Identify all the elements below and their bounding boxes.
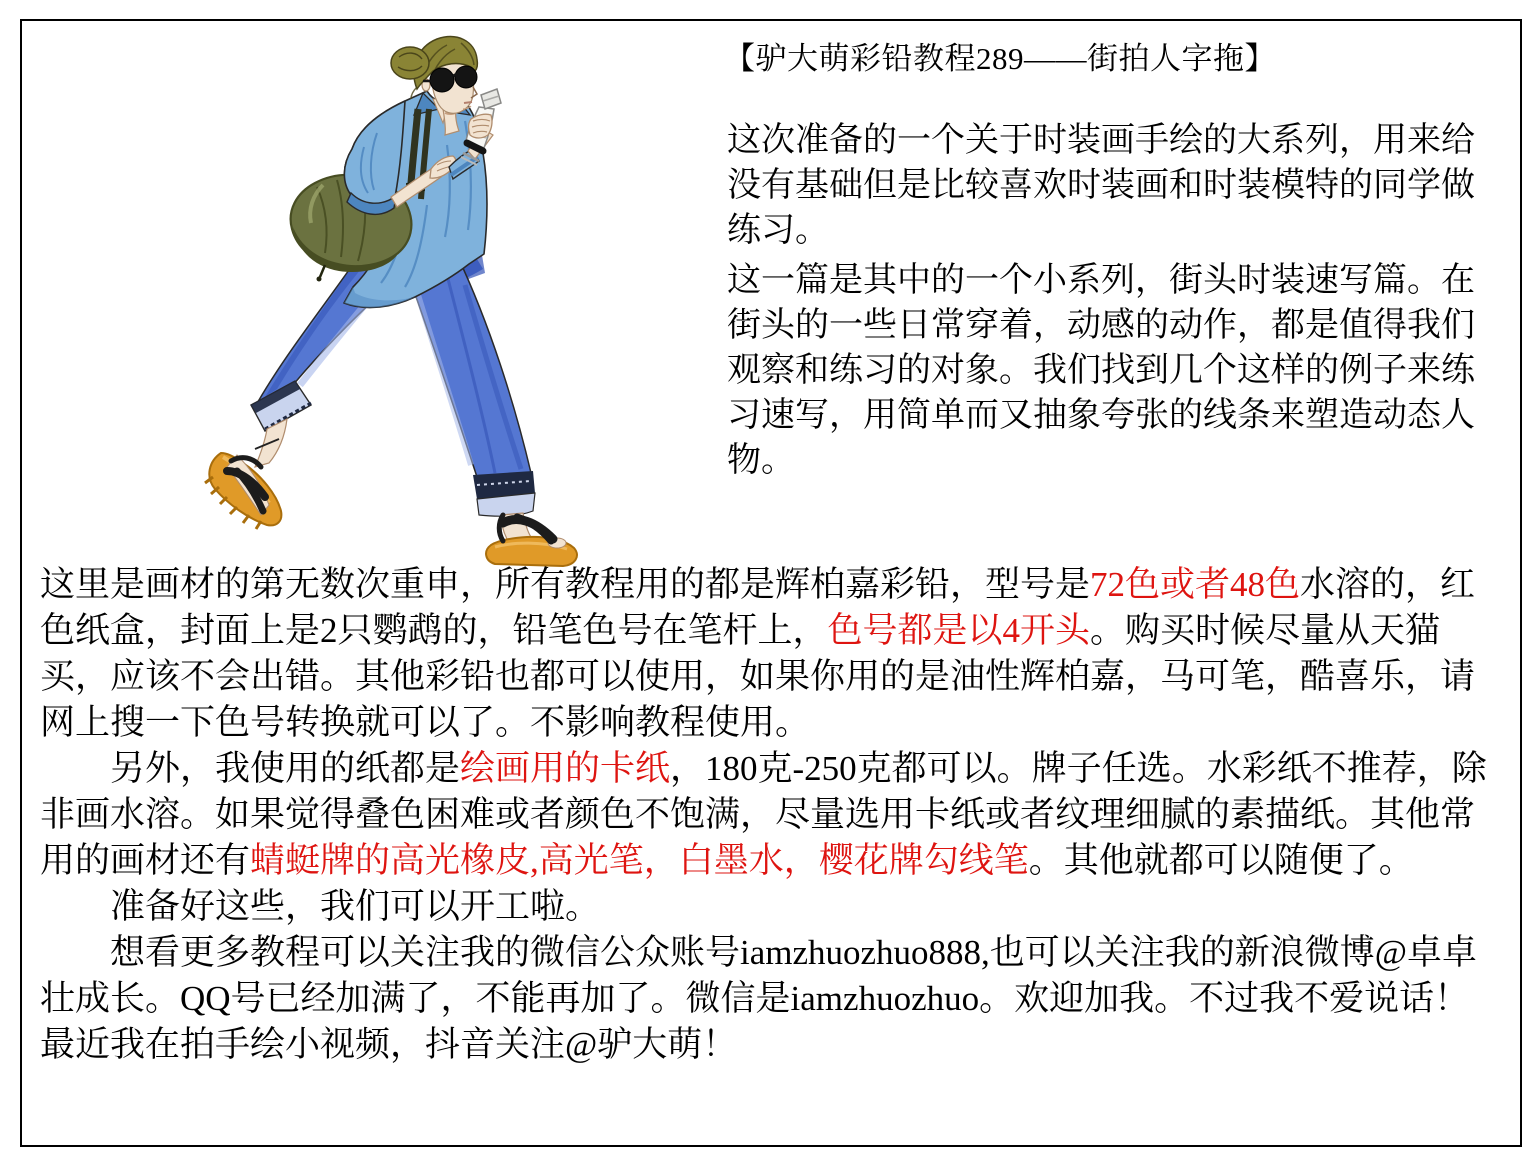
intro-paragraph: 这一篇是其中的一个小系列，街头时装速写篇。在街头的一些日常穿着，动感的动作，都是值得我们观察和练习的对象。我们找到几个这样的例子来练习速写，用简单而又抽象夸张的线条来塑造动态人物。 [727, 262, 1475, 479]
lips [464, 102, 472, 103]
trailing-flipflop [205, 419, 287, 529]
materials-paragraph [40, 746, 1502, 884]
body-text-run: ，180克-250克都可以。牌子任选。水彩纸不推荐，除非画水溶。如果觉得叠色困难或者颜色不饱满，尽量选用卡纸或者纹理细腻的素描纸。其他常用的画材还有 [40, 749, 1487, 880]
body-text-run: 最近我在拍手绘小视频，抖音关注@驴大萌！ [40, 1025, 738, 1064]
leading-flipflop [486, 513, 577, 566]
body-text-run: 另外，我使用的纸都是 [110, 749, 461, 788]
body-text-run: 想看更多教程可以关注我的微信公众账号iamzhuozhuo888,也可以关注我的新浪微博@卓卓壮成长。QQ号已经加满了，不能再加了。微信是iamzhuozhuo。欢迎加我。不过我不爱说话！ [40, 933, 1478, 1018]
materials-paragraph [40, 1022, 1502, 1068]
materials-paragraph [40, 562, 1502, 746]
materials-paragraph [40, 884, 1502, 930]
intro-section [727, 118, 1485, 488]
highlight-red-text: 72色或者48色 [1090, 565, 1301, 604]
body-text-run: 准备好这些，我们可以开工啦。 [110, 887, 601, 926]
street-fashion-illustration [165, 25, 665, 575]
illustration [165, 25, 665, 575]
materials-paragraph [40, 930, 1502, 1022]
highlight-red-text: 蜻蜓牌的高光橡皮,高光笔，白墨水，樱花牌勾线笔 [250, 841, 1029, 880]
body-text-run: 水溶的，红色纸盒，封面上是2只鹦鹉的，铅笔色号在笔杆上， [40, 565, 1476, 650]
body-text-run: 这里是画材的第无数次重申，所有教程用的都是辉柏嘉彩铅，型号是 [40, 565, 1091, 604]
hair-bun [391, 47, 429, 79]
intro-paragraph: 这次准备的一个关于时装画手绘的大系列，用来给没有基础但是比较喜欢时装画和时装模特的同学做练习。 [727, 122, 1475, 249]
highlight-red-text: 绘画用的卡纸 [460, 749, 671, 788]
page-title: 【驴大萌彩铅教程289——街拍人字拖】 [724, 41, 1276, 76]
materials-section [40, 562, 1502, 1068]
highlight-red-text: 色号都是以4开头 [827, 611, 1091, 650]
body-text-run: 。购买时候尽量从天猫买，应该不会出错。其他彩铅也都可以使用，如果你用的是油性辉柏嘉，马可笔，酷喜乐，请网上搜一下色号转换就可以了。不影响教程使用。 [40, 611, 1476, 742]
body-text-run: 。其他就都可以随便了。 [1028, 841, 1414, 880]
jeans-front-leg [405, 255, 535, 516]
